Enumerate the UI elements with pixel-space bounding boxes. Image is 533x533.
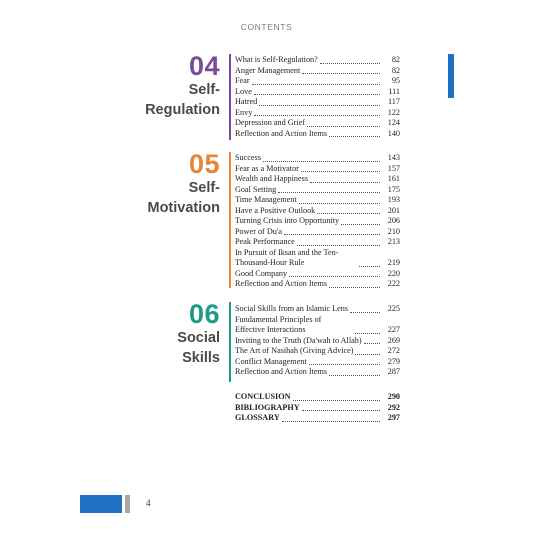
footer-grey-bar — [125, 495, 130, 513]
toc-entry-page: 122 — [387, 107, 400, 117]
toc-entry-title: Have a Positive Outlook — [235, 205, 316, 215]
toc-entry[interactable] — [235, 97, 400, 108]
toc-entry-page: 290 — [387, 392, 400, 401]
chapter-06-bar — [229, 302, 231, 382]
toc-entry-title: Success — [235, 153, 261, 162]
toc-entry[interactable] — [235, 392, 400, 403]
toc-entry-page: 225 — [387, 304, 400, 313]
chapter-name-line1: Self- — [188, 82, 220, 98]
toc-entry[interactable] — [235, 279, 400, 290]
toc-entry-page: 124 — [387, 118, 400, 127]
toc-entry[interactable] — [235, 118, 400, 129]
chapter-05-bar — [229, 152, 231, 288]
toc-entry-title: Love — [235, 86, 252, 96]
toc-entry[interactable] — [235, 403, 400, 414]
chapter-number: 04 — [188, 51, 220, 81]
toc-entry-page: 175 — [387, 184, 400, 194]
toc-entry[interactable] — [235, 129, 400, 140]
toc-entry[interactable] — [235, 346, 400, 357]
toc-entry[interactable] — [235, 216, 400, 227]
side-accent-bar — [448, 54, 454, 98]
toc-entry[interactable] — [235, 357, 400, 368]
toc-entry-title: Fear — [235, 76, 250, 85]
chapter-number: 06 — [188, 299, 220, 329]
chapter-04-label — [128, 52, 220, 120]
toc-entry-page: 82 — [391, 55, 400, 64]
contents-header: CONTENTS — [240, 22, 293, 32]
toc-entry-title: Turning Crisis into Opportunity — [235, 216, 340, 225]
toc-entry[interactable] — [235, 206, 400, 217]
toc-entry-title: Fundamental Principles of Effective Interactions — [235, 314, 322, 334]
toc-entry-title: Reflection and Action Items — [235, 367, 328, 376]
toc-entry-page: 287 — [387, 367, 400, 376]
back-matter — [235, 392, 400, 424]
chapter-name-line2: Skills — [182, 350, 220, 366]
toc-entry-title: What is Self-Regulation? — [235, 55, 318, 64]
toc-entry-title: GLOSSARY — [235, 413, 280, 422]
toc-entry-title: In Pursuit of Iksan and the Ten-Thousand-Hour Rule — [235, 247, 339, 267]
toc-entry[interactable] — [235, 336, 400, 347]
chapter-06-label — [128, 300, 220, 368]
toc-entry-page: 297 — [387, 413, 400, 422]
toc-entry-page: 95 — [391, 76, 400, 85]
toc-entry-page: 143 — [387, 153, 400, 162]
toc-entry-title: Anger Management — [235, 65, 301, 75]
toc-entry-title: Reflection and Action Items — [235, 128, 328, 138]
chapter-name-line2: Motivation — [147, 200, 220, 216]
toc-entry-title: Power of Du'a — [235, 226, 282, 236]
toc-entry-title: Social Skills from an Islamic Lens — [235, 304, 349, 313]
page-number: 4 — [146, 498, 151, 508]
toc-entry-title: Hatred — [235, 97, 258, 106]
toc-entry-page: 292 — [387, 402, 400, 412]
toc-entry[interactable] — [235, 87, 400, 98]
toc-entry-title: The Art of Nasihah (Giving Advice) — [235, 346, 354, 355]
toc-entry-title: Fear as a Motivator — [235, 163, 299, 173]
toc-entry-title: Peak Performance — [235, 237, 295, 246]
toc-entry-title: Reflection and Action Items — [235, 279, 328, 288]
toc-entry[interactable] — [235, 164, 400, 175]
toc-entry-page: 269 — [387, 335, 400, 345]
toc-entry[interactable] — [235, 248, 400, 269]
toc-entry-page: 220 — [387, 268, 400, 278]
chapter-05-entries — [235, 153, 400, 290]
toc-entry-title: Time Management — [235, 195, 297, 204]
chapter-05-label — [128, 150, 220, 218]
toc-entry[interactable] — [235, 195, 400, 206]
toc-entry-title: Wealth and Happiness — [235, 174, 309, 183]
toc-entry-page: 111 — [388, 86, 400, 96]
toc-entry[interactable] — [235, 413, 400, 424]
toc-entry-page: 227 — [387, 325, 400, 334]
chapter-04-bar — [229, 54, 231, 140]
toc-entry-title: Depression and Grief — [235, 118, 306, 127]
toc-entry-page: 193 — [387, 195, 400, 204]
toc-entry-title: Envy — [235, 107, 253, 117]
toc-entry[interactable] — [235, 237, 400, 248]
toc-entry-title: Conflict Management — [235, 356, 307, 366]
toc-entry-title: CONCLUSION — [235, 392, 291, 401]
chapter-number: 05 — [188, 149, 220, 179]
toc-entry[interactable] — [235, 304, 400, 315]
toc-entry-page: 117 — [388, 97, 400, 106]
toc-entry-page: 82 — [391, 65, 400, 75]
toc-entry[interactable] — [235, 55, 400, 66]
toc-entry-page: 201 — [387, 205, 400, 215]
chapter-name-line1: Social — [177, 330, 220, 346]
toc-entry-page: 210 — [387, 226, 400, 236]
toc-entry-page: 219 — [387, 258, 400, 267]
toc-entry-title: Goal Setting — [235, 184, 277, 194]
footer-blue-bar — [80, 495, 122, 513]
toc-entry[interactable] — [235, 185, 400, 196]
toc-entry[interactable] — [235, 66, 400, 77]
toc-entry-page: 272 — [387, 346, 400, 355]
toc-entry-title: Inviting to the Truth (Da'wah to Allah) — [235, 335, 362, 345]
toc-entry-page: 161 — [387, 174, 400, 183]
chapter-name-line1: Self- — [188, 180, 220, 196]
toc-entry-page: 140 — [387, 128, 400, 138]
chapter-06-entries — [235, 304, 400, 378]
toc-entry[interactable] — [235, 153, 400, 164]
toc-entry-page: 222 — [387, 279, 400, 288]
toc-entry-title: BIBLIOGRAPHY — [235, 402, 300, 412]
toc-entry[interactable] — [235, 367, 400, 378]
toc-entry[interactable] — [235, 269, 400, 280]
toc-entry[interactable] — [235, 227, 400, 238]
toc-entry-page: 157 — [387, 163, 400, 173]
toc-entry[interactable] — [235, 174, 400, 185]
toc-entry-page: 213 — [387, 237, 400, 246]
toc-entry-title: Good Company — [235, 268, 288, 278]
toc-entry-page: 279 — [387, 356, 400, 366]
toc-entry[interactable] — [235, 315, 400, 336]
toc-entry[interactable] — [235, 108, 400, 119]
toc-entry-page: 206 — [387, 216, 400, 225]
chapter-name-line2: Regulation — [145, 102, 220, 118]
chapter-04-entries — [235, 55, 400, 139]
toc-entry[interactable] — [235, 76, 400, 87]
